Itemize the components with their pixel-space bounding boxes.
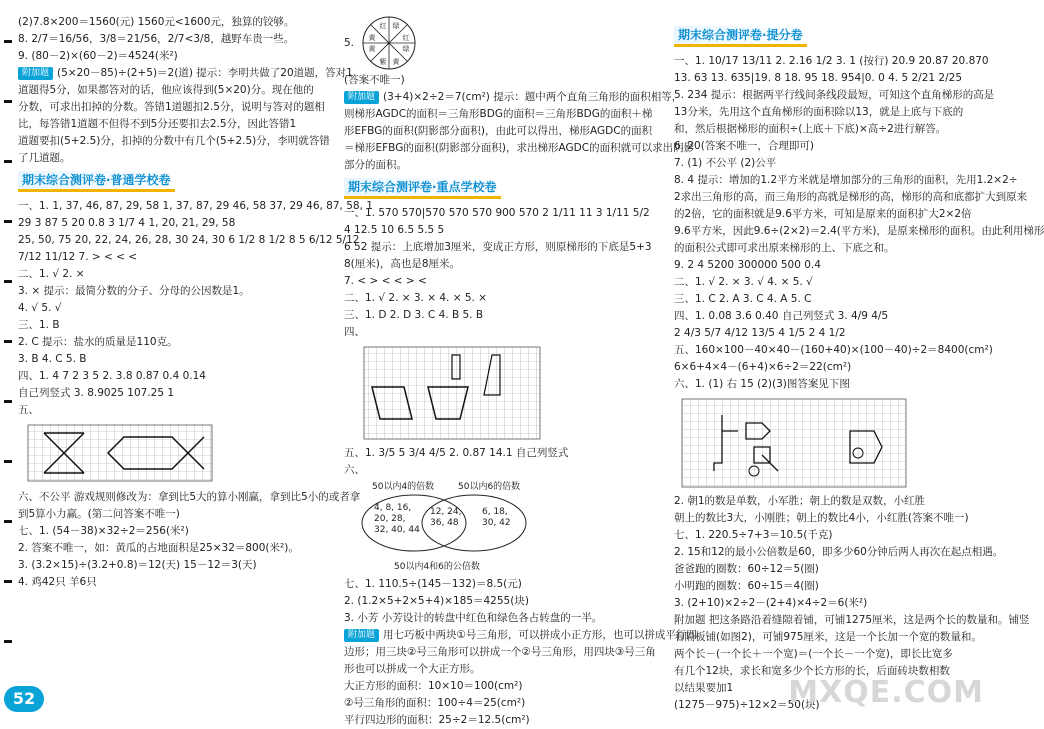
answer-line: 以结果要加1: [674, 682, 734, 694]
answer-line: 六、: [344, 464, 365, 476]
venn-right-title: 50以内6的倍数: [458, 482, 521, 492]
answer-line: 平行四边形的面积：25÷2＝12.5(cm²): [344, 714, 530, 726]
venn-diagram: [354, 479, 554, 559]
answer-line: 四、1. 4 7 2 3 5 2. 3.8 0.87 0.4 0.14: [18, 370, 206, 382]
answer-line: 三、1. C 2. A 3. C 4. A 5. C: [674, 293, 812, 305]
grid-figure-symmetry: [18, 423, 218, 485]
answer-line: 六、不公平 游戏规则修改为：拿到比5大的算小刚赢，拿到比5小的或者拿: [18, 491, 361, 503]
answer-line: 到5算小力赢。(第二问答案不唯一): [18, 508, 180, 520]
answer-line: 9. 2 4 5200 300000 500 0.4: [674, 259, 821, 271]
extra-question-tag: 附加题: [18, 67, 53, 80]
answer-line: 13分米，先用这个直角梯形的面积除以13，就是上底与下底的: [674, 106, 964, 118]
svg-text:黄: 黄: [368, 34, 376, 42]
svg-text:绿: 绿: [392, 22, 400, 30]
binding-dash: [4, 580, 12, 583]
answer-line: 2. C 提示：盐水的质量是110克。: [18, 336, 178, 348]
binding-dash: [4, 160, 12, 163]
column-middle: [344, 14, 697, 726]
spinner-diagram: [360, 14, 418, 72]
answer-line: 2求出三角形的高，而三角形的高就是梯形的高，梯形的高和底都扩大到原来: [674, 191, 1028, 203]
answer-line: 3. × 提示：最简分数的分子、分母的公因数是1。: [18, 285, 250, 297]
answer-line: 7. (1) 不公平 (2)公平: [674, 157, 777, 169]
venn-left-value: 4, 8, 16,: [374, 503, 412, 513]
answer-line: ＝梯形EFBG的面积(阴影部分面积)，求出梯形AGDC的面积就可以求出阴影: [344, 142, 695, 154]
answer-line: 大正方形的面积：10×10＝100(cm²): [344, 680, 523, 692]
extra-question-line: [344, 627, 697, 644]
answer-line: 有几个12块，求长和宽多少个长方形的长，后面砖块数相数: [674, 665, 950, 677]
answer-line: (2)7.8×200＝1560(元) 1560元<1600元，独算的铰够。: [18, 16, 295, 28]
section-title: 期末综合测评卷·重点学校卷: [344, 178, 501, 199]
answer-line: 8. 4 提示：增加的1.2平方米就是增加部分的三角形的面积，先用1.2×2÷: [674, 174, 1018, 186]
answer-line: 2 4/3 5/7 4/12 13/5 4 1/5 2 4 1/2: [674, 327, 846, 339]
grid-figure-transform: [674, 397, 914, 489]
answer-line: 四、1. 0.08 3.6 0.40 自己列竖式 3. 4/9 4/5: [674, 310, 889, 322]
answer-line: 五、: [18, 404, 39, 416]
answer-line: (答案不唯一): [344, 74, 405, 86]
column-left: [18, 14, 373, 686]
page-number-badge: 52: [4, 686, 44, 712]
venn-right-value: 6, 18,: [482, 507, 508, 517]
question-number: 5.: [344, 36, 355, 49]
binding-dash: [4, 40, 12, 43]
binding-dash: [4, 640, 12, 643]
binding-dash: [4, 100, 12, 103]
svg-text:红: 红: [379, 22, 387, 30]
answer-line: 四、: [344, 326, 365, 338]
extra-question-tag: 附加题: [344, 629, 379, 642]
venn-middle-value: 12, 24,: [430, 507, 462, 517]
venn-left-values: [374, 503, 420, 536]
answer-line: 一、1. 570 570|570 570 570 900 570 2 1/11 11 3 1/11 5/2: [344, 207, 650, 219]
answer-text: (5×20－85)÷(2+5)＝2(道) 提示：李明共做了20道题，答对1: [57, 67, 353, 79]
answer-line: 13. 63 13. 635|19. 8 18. 95 18. 954|0. 0 4. 5 2/21 2/25: [674, 72, 962, 84]
binding-dash: [4, 220, 12, 223]
answer-line: 三、1. D 2. D 3. C 4. B 5. B: [344, 309, 484, 321]
answer-line: 分数，可求出扣掉的分数。答错1道题扣2.5分，说明与答对的题相: [18, 101, 325, 113]
answer-line: 五、160×100－40×40－(160+40)×(100－40)÷2＝8400(cm²): [674, 344, 993, 356]
answer-line: 的面积公式即可求出原来梯形的上、下底之和。: [674, 242, 895, 254]
answer-line: 二、1. √ 2. × 3. × 4. × 5. ×: [344, 292, 488, 304]
answer-line: 29 3 87 5 20 0.8 3 1/7 4 1, 20, 21, 29, 58: [18, 217, 236, 229]
answer-line: 七、1. 220.5÷7+3＝10.5(千克): [674, 529, 833, 541]
answer-text: 用七巧板中两块①号三角形，可以拼成小正方形，也可以拼成平行四: [383, 629, 697, 641]
answer-line: 六、1. (1) 右 15 (2)(3)图答案见下图: [674, 378, 850, 390]
answer-line: 七、1. (54－38)×32÷2＝256(米²): [18, 525, 189, 537]
answer-line: 和，然后根据梯形的面积÷(上底＋下底)×高÷2进行解答。: [674, 123, 947, 135]
svg-text:紫: 紫: [379, 58, 387, 66]
answer-line: 朝上的数比3大，小刚胜；朝上的数比4小，小红胜(答案不唯一): [674, 512, 969, 524]
venn-left-value: 20, 28,: [374, 514, 406, 524]
venn-left-value: 32, 40, 44: [374, 525, 420, 535]
svg-text:黄: 黄: [368, 45, 376, 53]
binding-dash: [4, 280, 12, 283]
answer-line: 爸爸跑的圈数：60÷12＝5(圈): [674, 563, 819, 575]
answer-line: 一、1. 10/17 13/11 2. 2.16 1/2 3. 1 (按行) 20.9 20.87 20.870: [674, 55, 989, 67]
answer-line: 比，每答错1道题不但得不到5分还要扣去2.5分，因此答错1: [18, 118, 297, 130]
answer-line: 3. 小芳 小芳设计的转盘中红色和绿色各占转盘的一半。: [344, 612, 603, 624]
answer-line: 9. (80－2)×(60－2)＝4524(米²): [18, 50, 178, 62]
answer-line: 6. 20(答案不唯一，合理即可): [674, 140, 814, 152]
answer-line: 6×6+4×4－(6+4)×6÷2＝22(cm²): [674, 361, 852, 373]
answer-line: ②号三角形的面积：100÷4＝25(cm²): [344, 697, 526, 709]
answer-line: 二、1. √ 2. × 3. √ 4. × 5. √: [674, 276, 813, 288]
extra-question-tag: 附加题: [344, 91, 379, 104]
answer-line: 4 12.5 10 6.5 5.5 5: [344, 224, 445, 236]
answer-line: 了几道题。: [18, 152, 71, 164]
answer-line: 2. 朝1的数是单数，小军胜；朝上的数是双数，小红胜: [674, 495, 926, 507]
answer-line: 部分的面积。: [344, 159, 407, 171]
answer-text: (3+4)×2÷2＝7(cm²) 提示：题中两个直角三角形的面积相等，: [383, 91, 683, 103]
answer-line: 道题得5分，如果都答对的话，他应该得到(5×20)分。现在他的: [18, 84, 314, 96]
answer-line: 4. 鸡42只 羊6只: [18, 576, 97, 588]
answer-line: 3. (3.2×15)÷(3.2+0.8)＝12(天) 15－12＝3(天): [18, 559, 257, 571]
section-title: 期末综合测评卷·提分卷: [674, 26, 807, 47]
answer-line: 6 52 提示：上底增加3厘米，变成正方形，则原梯形的下底是5+3: [344, 241, 652, 253]
venn-middle-value: 36, 48: [430, 518, 459, 528]
extra-question-line: [18, 65, 353, 82]
answer-line: 2. 15和12的最小公倍数是60，即多少60分钟后两人再次在起点相遇。: [674, 546, 1004, 558]
venn-left-title: 50以内4的倍数: [372, 482, 435, 492]
answer-line: 8. 2/7＝16/56，3/8＝21/56，2/7<3/8，越野车贵一些。: [18, 33, 295, 45]
answer-line: 附加题 把这条路沿着缝隙着铺，可铺1275厘米，这是两个长的数量和。铺竖: [674, 614, 1030, 626]
svg-text:黄: 黄: [392, 58, 400, 66]
answer-line: 3. (2+10)×2÷2－(2+4)×4÷2＝6(米²): [674, 597, 868, 609]
answer-line: 7. < > < < > <: [344, 275, 427, 287]
answer-line: 9.6平方米，因此9.6÷(2×2)＝2.4(平方米)，是原来梯形的面积。由此利用梯形: [674, 225, 1044, 237]
svg-text:红: 红: [402, 34, 410, 42]
answer-line: 道题要扣(5+2.5)分，扣掉的分数中有几个(5+2.5)分，李明就答错: [18, 135, 330, 147]
answer-line: 8(厘米)，高也是8厘米。: [344, 258, 461, 270]
answer-line: 二、1. √ 2. ×: [18, 268, 85, 280]
answer-line: 的2倍，它的面积就是9.6平方米，可知是原来的面积扩大2×2倍: [674, 208, 972, 220]
answer-line: 形EFBG的面积(阴影部分面积)，由此可以得出，梯形AGDC的面积: [344, 125, 653, 137]
extra-question-line: [344, 89, 683, 106]
binding-dash: [4, 340, 12, 343]
venn-middle-values: [430, 507, 462, 529]
answer-line: 5. 234 提示：根据两平行线间条线段最短，可知这个直角梯形的高是: [674, 89, 995, 101]
venn-caption: 50以内4和6的公倍数: [394, 562, 480, 572]
answer-line: 两个长－(一个长＋一个宽)＝(一个长－一个宽)，即长比宽多: [674, 648, 953, 660]
grid-figure-trapezoids: [344, 345, 544, 441]
answer-line: 三、1. B: [18, 319, 60, 331]
watermark-logo: MXQE.COM: [788, 675, 984, 710]
answer-line: 七、1. 110.5÷(145－132)＝8.5(元): [344, 578, 522, 590]
answer-line: 五、1. 3/5 5 3/4 4/5 2. 0.87 14.1 自己列竖式: [344, 447, 569, 459]
binding-dash: [4, 520, 12, 523]
spinner-row: [344, 14, 664, 72]
answer-line: 形也可以拼成一个大正方形。: [344, 663, 481, 675]
answer-line: 4. √ 5. √: [18, 302, 62, 314]
answer-line: 3. B 4. C 5. B: [18, 353, 87, 365]
answer-line: 则梯形AGDC的面积＝三角形BDG的面积＝三角形BDG的面积＋梯: [344, 108, 653, 120]
answer-line: 2. (1.2×5+2×5+4)×185＝4255(块): [344, 595, 529, 607]
svg-text:绿: 绿: [402, 45, 410, 53]
answer-line: 小明跑的圈数：60÷15＝4(圈): [674, 580, 819, 592]
section-title: 期末综合测评卷·普通学校卷: [18, 171, 175, 192]
answer-line: 自己列竖式 3. 8.9025 107.25 1: [18, 387, 175, 399]
answer-line: 着隔板铺(如图2)，可铺975厘米，这是一个长加一个宽的数量和。: [674, 631, 982, 643]
venn-right-value: 30, 42: [482, 518, 511, 528]
binding-dash: [4, 460, 12, 463]
answer-line: 边形；用三块②号三角形可以拼成一个②号三角形，用四块③号三角: [344, 646, 656, 658]
answer-line: 2. 答案不唯一，如：黄瓜的占地面积是25×32＝800(米²)。: [18, 542, 299, 554]
answer-line: 一、1. 1, 37, 46, 87, 29, 58 1, 37, 87, 29 46, 58 37, 29 46, 87, 58, 1: [18, 200, 373, 212]
binding-dash: [4, 400, 12, 403]
answer-line: 25, 50, 75 20, 22, 24, 26, 28, 30 24, 30 6 1/2 8 1/2 8 5 6/12 5/12: [18, 234, 360, 246]
answer-line: (1275－975)÷12×2＝50(块): [674, 699, 820, 711]
answer-line: 7/12 11/12 7. > < < <: [18, 251, 138, 263]
venn-right-values: [482, 507, 511, 529]
